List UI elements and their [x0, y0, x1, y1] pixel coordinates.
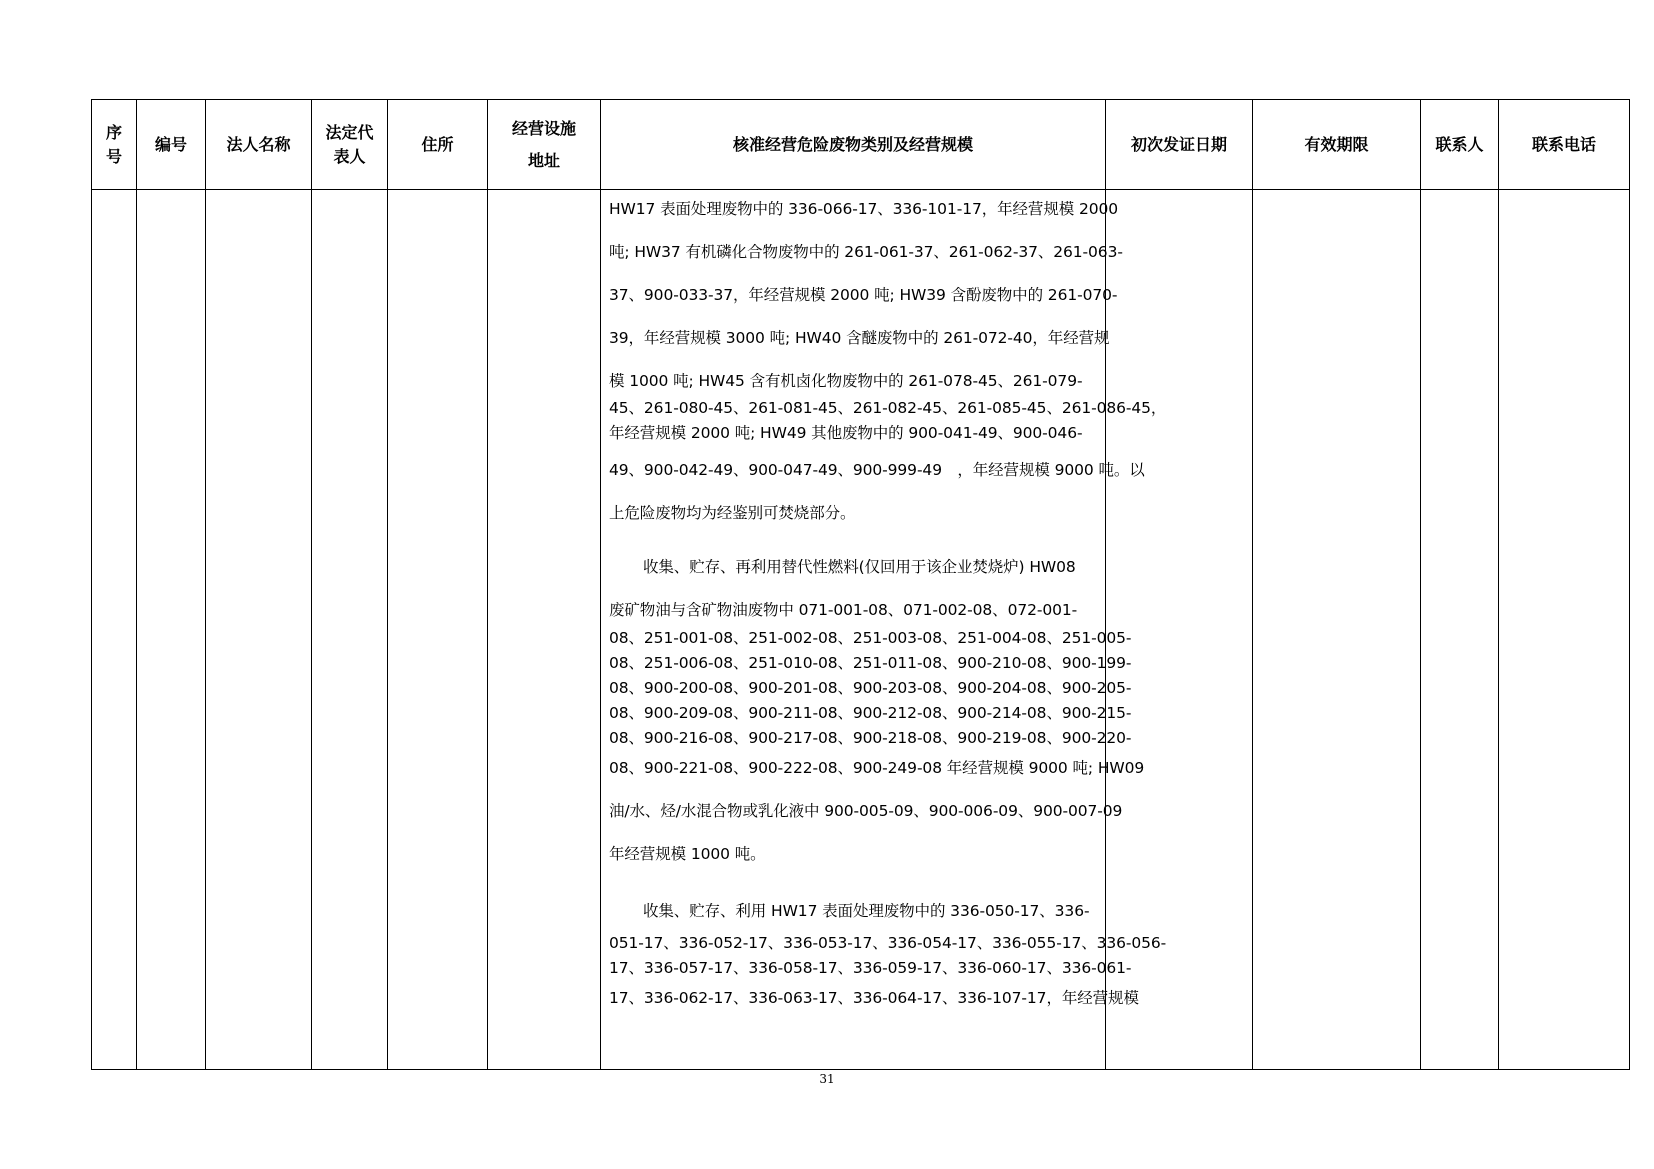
cell-number [137, 190, 206, 1070]
permit-table [91, 99, 1630, 1070]
header-number: 编号 [137, 100, 206, 190]
scope-paragraph-1c: 年经营规模 2000 吨; HW49 其他废物中的 900-041-49、900-046- 49、900-042-49、900-047-49、900-999-49 ，年经营规模 9000 吨。以 上危险废物均为经鉴别可焚烧部分。 [609, 424, 1145, 522]
scope-paragraph-2b: 08、251-001-08、251-002-08、251-003-08、251-004-08、251-005- 08、251-006-08、251-010-08、251-011-08、900-210-08、900-199- 08、900-200-08、900-201-08、900-203-08、900-204-08、900-205- 08、900-209-08、900-211-08、900-212-08、900-214-08、900-215- 08、900-216-08、900-217-08、900-218-08、900-219-08、900-220- [609, 629, 1132, 747]
header-address: 住所 [388, 100, 488, 190]
cell-address [388, 190, 488, 1070]
cell-validity [1253, 190, 1421, 1070]
header-legal-rep: 法定代 表人 [312, 100, 388, 190]
cell-scope [601, 190, 1167, 1070]
header-scope: 核准经营危险废物类别及经营规模 [601, 100, 1106, 190]
scope-paragraph-3: 收集、贮存、利用 HW17 表面处理废物中的 336-050-17、336- [643, 902, 1090, 920]
scope-paragraph-3b: 051-17、336-052-17、336-053-17、336-054-17、336-055-17、336-056- 17、336-057-17、336-058-17、336-059-17、336-060-17、336-061- 17、336-062-17、336-063-17、336-064-17、336-107-17，年经营规模 [609, 934, 1167, 1007]
scope-paragraph-2: 收集、贮存、再利用替代性燃料(仅回用于该企业焚烧炉) HW08 废矿物油与含矿物油废物中 071-001-08、071-002-08、072-001- [609, 558, 1078, 619]
header-facility: 经营设施 地址 [488, 100, 601, 190]
cell-legal-rep [312, 190, 388, 1070]
header-phone: 联系电话 [1499, 100, 1630, 190]
scope-paragraph-2c: 08、900-221-08、900-222-08、900-249-08 年经营规模 9000 吨; HW09 油/水、烃/水混合物或乳化液中 900-005-09、900-006-09、900-007-09 年经营规模 1000 吨。 [609, 759, 1145, 863]
table-row [92, 190, 1630, 1070]
cell-legal-name [206, 190, 312, 1070]
header-contact: 联系人 [1421, 100, 1499, 190]
header-row [92, 100, 1630, 190]
scope-paragraph-1b: 45、261-080-45、261-081-45、261-082-45、261-085-45、261-086-45， [609, 399, 1167, 417]
header-legal-name: 法人名称 [206, 100, 312, 190]
page-number: 31 [819, 1072, 835, 1086]
cell-phone [1499, 190, 1630, 1070]
cell-contact [1421, 190, 1499, 1070]
header-validity: 有效期限 [1253, 100, 1421, 190]
cell-facility [488, 190, 601, 1070]
scope-paragraph-1: HW17 表面处理废物中的 336-066-17、336-101-17，年经营规模 2000 吨; HW37 有机磷化合物废物中的 261-061-37、261-062-37、261-063- 37、900-033-37，年经营规模 2000 吨; HW39 含酚废物中的 261-070- 39，年经营规模 3000 吨; HW40 含醚废物中的 261-072-40，年经营规 模 1000 吨; HW45 含有机卤化物废物中的 261-078-45、261-079- [609, 200, 1123, 390]
cell-seq [92, 190, 137, 1070]
header-seq: 序 号 [92, 100, 137, 190]
header-first-issue-date: 初次发证日期 [1106, 100, 1253, 190]
